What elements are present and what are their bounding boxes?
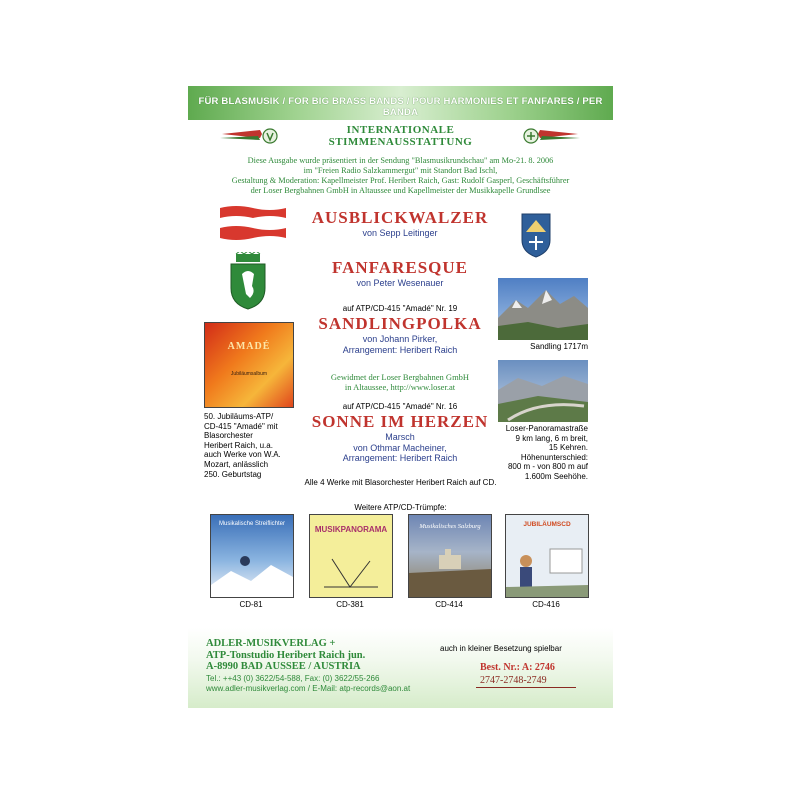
amade-cd-cover	[204, 322, 294, 408]
cd-381-cover-text: MUSIKPANORAMA	[314, 525, 388, 534]
dedication-line1: Gewidmet der Loser Bergbahnen GmbH	[330, 372, 470, 382]
work-4-reference: auf ATP/CD-415 "Amadé" Nr. 16	[342, 402, 458, 411]
cd-381-graphic	[320, 551, 382, 591]
loser-caption-line: Loser-Panoramastraße	[505, 424, 588, 433]
cd-416-cover	[505, 514, 589, 598]
loser-caption-line: 1.600m Seehöhe.	[524, 471, 588, 481]
all-works-note: Alle 4 Werke mit Blasorchester Heribert Raich auf CD.	[304, 478, 497, 487]
work-2-title: FANFARESQUE	[332, 258, 468, 277]
amade-cover-subtitle: Jubiläumsalbum	[230, 371, 268, 377]
amade-caption-line: 50. Jubiläums-ATP/	[204, 412, 274, 421]
intro-line4: der Loser Bergbahnen GmbH in Altaussee und Kapellmeister der Musikkapelle Grundlsee	[250, 186, 551, 195]
work-1-composer: von Sepp Leitinger	[362, 228, 438, 238]
contact-block	[206, 674, 466, 694]
intro-line3: Gestaltung & Moderation: Kapellmeister Prof. Heribert Raich, Gast: Rudolf Gasperl, Geschäftsführer	[231, 176, 570, 185]
loser-caption-line: 15 Kehren.	[548, 443, 588, 453]
cd-414-cover	[408, 514, 492, 598]
intro-line2: im "Freien Radio Salzkammergut" mit Standort Bad Ischl,	[303, 166, 498, 175]
work-3-composer: von Johann Pirker,	[362, 334, 438, 344]
cd-414-label: CD-414	[435, 600, 463, 609]
work-4-credits	[300, 432, 500, 464]
loser-caption-line: 800 m - von 800 m auf	[507, 462, 588, 472]
amade-caption-line: Heribert Raich, u.a.	[204, 440, 273, 450]
cd-416-musician-scene	[506, 535, 588, 597]
small-ensemble-note: auch in kleiner Besetzung spielbar	[440, 644, 562, 653]
publisher-line2: ATP-Tonstudio Heribert Raich jun.	[206, 649, 366, 661]
web-email: www.adler-musikverlag.com / E-Mail: atp-records@aon.at	[206, 684, 411, 693]
header-title	[188, 124, 613, 148]
municipal-crest-icon	[520, 212, 552, 258]
amade-caption-line: auch Werke von W.A.	[204, 450, 281, 460]
publisher-line3: A-8990 BAD AUSSEE / AUSTRIA	[206, 661, 361, 672]
work-3-arranger: Arrangement: Heribert Raich	[342, 345, 458, 355]
cd-81-cover	[210, 514, 294, 598]
styria-crest-icon	[228, 252, 268, 310]
cd-81-cover-text: Musikalische Streiflichter	[218, 521, 286, 527]
work-3-credits	[300, 334, 500, 356]
cd-416-cover-text: JUBILÄUMSCD	[523, 521, 571, 528]
dedication-line2: in Altaussee, http://www.loser.at	[344, 382, 456, 392]
amade-caption-line: Blasorchester	[204, 431, 253, 441]
loser-road-photo	[498, 360, 588, 422]
amade-caption-line: CD-415 "Amadé" mit	[204, 421, 278, 431]
austria-flag-icon	[220, 206, 286, 240]
work-3-title: SANDLINGPOLKA	[318, 314, 482, 333]
work-4-title: SONNE IM HERZEN	[311, 412, 489, 431]
amade-caption-line: 250. Geburtstag	[204, 469, 262, 479]
dedication	[300, 372, 500, 392]
work-1-title: AUSBLICKWALZER	[311, 208, 489, 227]
cd-81-label: CD-81	[239, 600, 263, 609]
order-underline	[476, 687, 576, 688]
sandling-photo	[498, 278, 588, 340]
phone-fax: Tel.: ++43 (0) 3622/54-588, Fax: (0) 3622/55-266	[206, 674, 380, 683]
cd-414-castle-scene	[409, 549, 491, 597]
order-number: Best. Nr.: A: 2746	[480, 662, 555, 673]
amade-cover-title: AMADÉ	[227, 341, 271, 352]
amade-caption	[204, 412, 296, 479]
work-2-composer: von Peter Wesenauer	[356, 278, 444, 288]
sandling-caption: Sandling 1717m	[530, 342, 588, 351]
header-title-line1: INTERNATIONALE	[346, 124, 455, 136]
amade-caption-line: Mozart, anlässlich	[204, 459, 269, 469]
more-cds-heading: Weitere ATP/CD-Trümpfe:	[354, 503, 447, 512]
loser-caption-line: 9 km lang, 6 m breit,	[515, 433, 588, 443]
cd-81-snow-scene	[211, 545, 293, 597]
cd-414-cover-text: Musikalisches Salzburg	[419, 523, 481, 530]
publisher-block	[206, 638, 446, 673]
header-title-line2: STIMMENAUSSTATTUNG	[328, 136, 473, 148]
cd-381-cover	[309, 514, 393, 598]
cd-416-label: CD-416	[532, 600, 560, 609]
header-intro	[188, 156, 613, 196]
banner-text: FÜR BLASMUSIK / FOR BIG BRASS BANDS / POUR HARMONIES ET FANFARES / PER BANDA	[198, 96, 603, 118]
order-number-more: 2747-2748-2749	[480, 675, 547, 686]
work-3-reference: auf ATP/CD-415 "Amadé" Nr. 19	[342, 304, 458, 313]
intro-line1: Diese Ausgabe wurde präsentiert in der Sendung "Blasmusikrundschau" am Mo-21. 8. 2006	[247, 156, 554, 165]
loser-road-caption	[496, 424, 588, 482]
publisher-line1: ADLER-MUSIKVERLAG +	[206, 638, 336, 649]
work-4-genre: Marsch	[385, 432, 415, 442]
loser-caption-line: Höhenunterschied:	[520, 452, 588, 462]
work-4-arranger: Arrangement: Heribert Raich	[342, 453, 458, 463]
work-4-composer: von Othmar Macheiner,	[353, 442, 447, 453]
cd-381-label: CD-381	[336, 600, 364, 609]
